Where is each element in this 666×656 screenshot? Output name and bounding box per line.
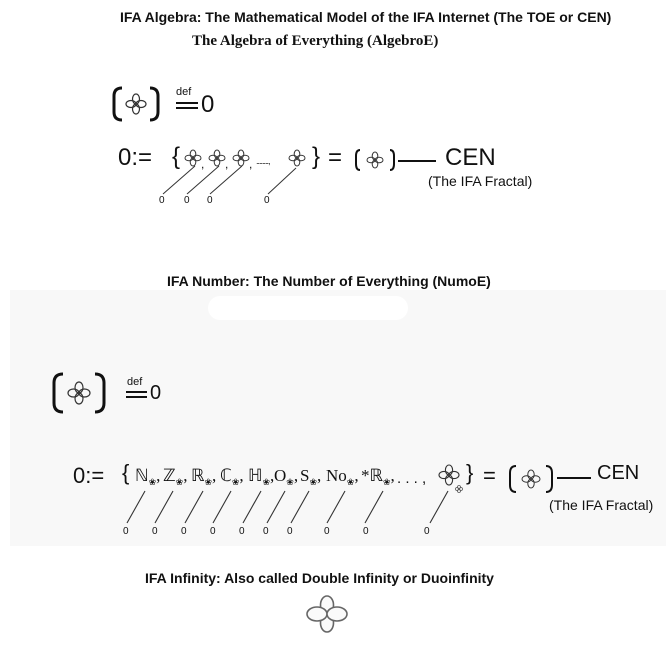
- fractal-note: (The IFA Fractal): [428, 173, 533, 189]
- equation-prefix-2: 0:=: [73, 463, 105, 488]
- infinity-title: IFA Infinity: Also called Double Infinity or Duoinfinity: [145, 570, 494, 586]
- zero-lines: [150, 160, 300, 210]
- zero-3: 0: [207, 195, 213, 206]
- cen-label-2: CEN: [597, 462, 640, 484]
- set-quaternions: ℍ$_❀$,: [248, 466, 275, 487]
- zero-2-7: 0: [287, 526, 293, 537]
- zero-lines-2: [115, 485, 455, 535]
- sequence-ellipsis-2: . . . ,: [397, 470, 427, 487]
- sequence-ellipsis: ........,: [256, 156, 270, 166]
- set-reals: ℝ$_❀$,: [191, 466, 217, 487]
- zero-2-9: 0: [363, 526, 369, 537]
- equation-prefix: 0:=: [118, 144, 153, 171]
- zero-2-6: 0: [263, 526, 269, 537]
- ifa-bracket-definition-icon: [112, 84, 160, 124]
- double-infinity-icon: [302, 594, 352, 634]
- def-label-2: def: [127, 376, 143, 388]
- zero-2-1: 0: [123, 526, 129, 537]
- fractal-note-2: (The IFA Fractal): [549, 497, 654, 513]
- close-brace-2: }: [466, 460, 474, 485]
- zero-2-2: 0: [152, 526, 158, 537]
- number-title: IFA Number: The Number of Everything (NumoE): [167, 273, 491, 289]
- ifa-bracket-definition-2-icon: [52, 370, 106, 416]
- def-line-bottom: [176, 107, 198, 109]
- close-brace: }: [312, 143, 321, 170]
- set-integers: ℤ$_❀$,: [163, 466, 188, 487]
- zero-2-5: 0: [239, 526, 245, 537]
- def-zero: 0: [201, 91, 215, 118]
- set-complex: ℂ$_❀$,: [220, 466, 244, 487]
- svg-text:,: ,: [201, 157, 205, 171]
- svg-text:,: ,: [225, 157, 229, 171]
- cen-label: CEN: [445, 144, 496, 171]
- set-octonions: $O_❀$,: [274, 466, 299, 487]
- cen-dash-2: [557, 477, 591, 479]
- open-brace: {: [172, 143, 181, 170]
- panel-highlight: [208, 296, 408, 320]
- ifa-bracket-2-icon: [508, 464, 554, 494]
- set-naturals: ℕ$_❀$,: [135, 466, 161, 487]
- ifa-bracket-icon: [354, 148, 396, 172]
- zero-2-10: 0: [424, 526, 430, 537]
- zero-1: 0: [159, 195, 165, 206]
- set-hyperreals: *ℝ$_❀$,: [361, 466, 395, 487]
- algebra-subtitle: The Algebra of Everything (AlgebroE): [192, 33, 439, 49]
- cen-dash: [398, 160, 436, 162]
- equals-sign-2: =: [483, 463, 496, 488]
- set-sedenions: $S_❀$,: [300, 466, 322, 487]
- zero-2: 0: [184, 195, 190, 206]
- zero-4: 0: [264, 195, 270, 206]
- zero-2-8: 0: [324, 526, 330, 537]
- def-line-top-2: [126, 391, 147, 393]
- equals-sign: =: [328, 144, 343, 171]
- def-line-top: [176, 102, 198, 104]
- def-zero-2: 0: [150, 382, 162, 404]
- zero-2-4: 0: [210, 526, 216, 537]
- zero-2-3: 0: [181, 526, 187, 537]
- algebra-title: IFA Algebra: The Mathematical Model of the IFA Internet (The TOE or CEN): [120, 9, 612, 25]
- svg-text:,: ,: [249, 157, 253, 171]
- open-brace-2: {: [122, 460, 130, 485]
- set-surreals: $No_❀$,: [326, 466, 359, 487]
- def-line-bottom-2: [126, 396, 147, 398]
- def-label: def: [176, 86, 192, 98]
